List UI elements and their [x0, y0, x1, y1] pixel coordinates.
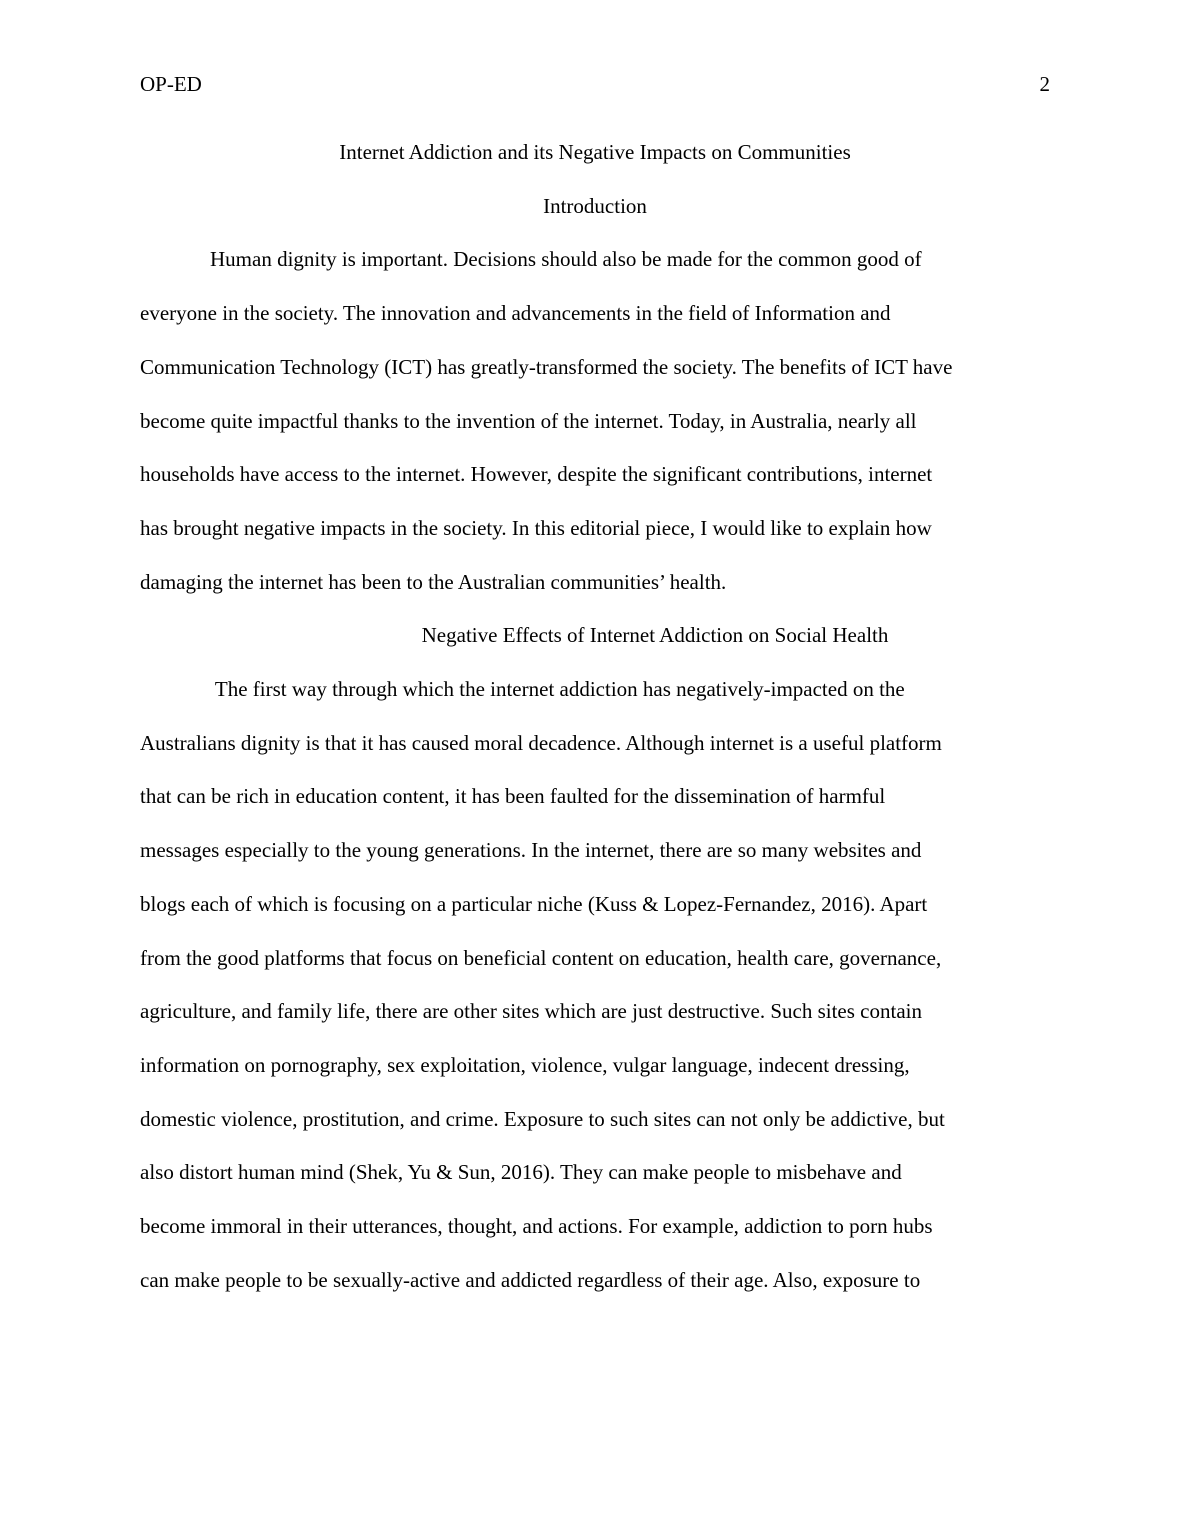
document-body: [140, 126, 1050, 1307]
paragraph-line: Human dignity is important. Decisions should also be made for the common good of: [210, 247, 922, 272]
paragraph-line: blogs each of which is focusing on a particular niche (Kuss & Lopez-Fernandez, 2016). Apart: [140, 891, 928, 916]
paragraph-line: information on pornography, sex exploitation, violence, vulgar language, indecent dressing,: [140, 1052, 910, 1077]
paragraph-line: Communication Technology (ICT) has greatly-transformed the society. The benefits of ICT have: [140, 354, 953, 379]
paragraph-line: households have access to the internet. However, despite the significant contributions, internet: [140, 462, 933, 487]
paragraph-line: agriculture, and family life, there are other sites which are just destructive. Such sites contain: [140, 999, 922, 1024]
paragraph-line: everyone in the society. The innovation and advancements in the field of Information and: [140, 301, 891, 326]
paragraph-line: that can be rich in education content, it has been faulted for the dissemination of harmful: [140, 784, 886, 809]
paragraph-line: become quite impactful thanks to the invention of the internet. Today, in Australia, nearly all: [140, 408, 917, 433]
document-title: Internet Addiction and its Negative Impacts on Communities: [339, 140, 851, 164]
paragraph-line: Australians dignity is that it has caused moral decadence. Although internet is a useful platform: [140, 730, 942, 755]
paragraph-line: The first way through which the internet addiction has negatively-impacted on the: [210, 677, 905, 702]
paragraph-line: messages especially to the young generations. In the internet, there are so many websites and: [140, 838, 922, 863]
section-heading-introduction: Introduction: [543, 193, 647, 218]
section-heading-negative-effects: Negative Effects of Internet Addiction on Social Health: [421, 623, 889, 648]
paragraph-introduction: [140, 233, 1050, 609]
paragraph-line: damaging the internet has been to the Australian communities’ health.: [140, 569, 727, 594]
paragraph-line: has brought negative impacts in the society. In this editorial piece, I would like to explain how: [140, 515, 932, 540]
paragraph-line: from the good platforms that focus on beneficial content on education, health care, governance,: [140, 945, 942, 970]
paragraph-line: domestic violence, prostitution, and crime. Exposure to such sites can not only be addictive, but: [140, 1106, 945, 1131]
paragraph-line: can make people to be sexually-active and addicted regardless of their age. Also, exposure to: [140, 1267, 921, 1292]
paragraph-negative-effects: [140, 663, 1050, 1307]
paragraph-line: also distort human mind (Shek, Yu & Sun, 2016). They can make people to misbehave and: [140, 1160, 902, 1185]
page-number: 2: [1039, 72, 1050, 96]
running-head: OP-ED: [140, 72, 202, 96]
paragraph-line: become immoral in their utterances, thought, and actions. For example, addiction to porn hubs: [140, 1214, 933, 1239]
